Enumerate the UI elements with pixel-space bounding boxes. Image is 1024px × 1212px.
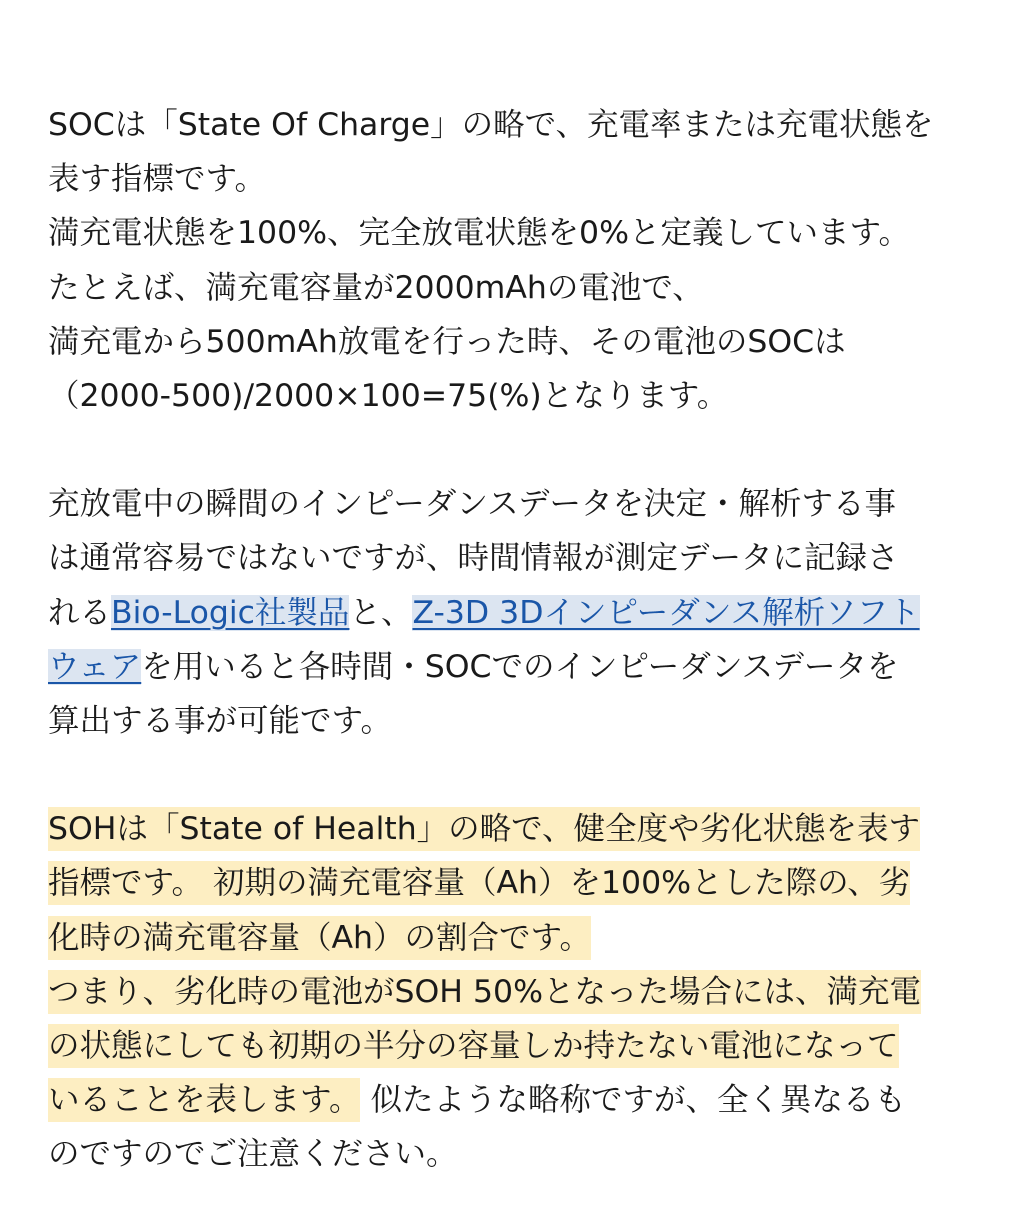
impedance-text: を用いると各時間・SOCでのインピーダンスデータを (141, 648, 899, 685)
soc-line-2: 表す指標です。 (48, 161, 266, 198)
soc-paragraph (48, 98, 978, 423)
soc-line-1: SOCは「State Of Charge」の略で、充電率または充電状態を (48, 107, 934, 143)
impedance-text: れる (48, 594, 112, 631)
soh-line-4 (48, 965, 978, 1019)
highlighted-text: 指標です。 初期の満充電容量（Ah）を100%とした際の、劣 (48, 861, 910, 905)
soh-line-2 (48, 856, 978, 910)
paragraph-spacer (48, 423, 978, 477)
soh-line-6 (48, 1073, 978, 1127)
soh-line-1 (48, 802, 978, 856)
impedance-paragraph (48, 477, 978, 748)
impedance-line-4 (48, 640, 978, 694)
highlighted-text: 化時の満充電容量（Ah）の割合です。 (48, 916, 591, 960)
impedance-line-5: 算出する事が可能です。 (48, 703, 392, 740)
soh-line-3 (48, 911, 978, 965)
impedance-line-1: 充放電中の瞬間のインピーダンスデータを決定・解析する事 (48, 486, 896, 523)
soc-line-4: たとえば、満充電容量が2000mAhの電池で、 (48, 269, 704, 306)
z3d-software-link-continued[interactable]: ウェア (48, 648, 142, 685)
soc-line-3: 満充電状態を100%、完全放電状態を0%と定義しています。 (48, 215, 911, 252)
soh-line-5 (48, 1019, 978, 1073)
article-body (48, 98, 978, 1182)
z3d-software-link[interactable]: Z-3D 3Dインピーダンス解析ソフト (412, 594, 920, 631)
soc-line-6: （2000-500)/2000×100=75(%)となります。 (48, 378, 729, 415)
soh-text: 似たような略称ですが、全く異なるも (360, 1082, 906, 1119)
soc-line-5: 満充電から500mAh放電を行った時、その電池のSOCは (48, 323, 846, 360)
highlighted-text: SOHは「State of Health」の略で、健全度や劣化状態を表す (48, 807, 920, 851)
highlighted-text: いることを表します。 (48, 1078, 360, 1122)
impedance-line-2: は通常容易ではないですが、時間情報が測定データに記録さ (48, 540, 899, 577)
soh-paragraph (48, 802, 978, 1181)
highlighted-text: つまり、劣化時の電池がSOH 50%となった場合には、満充電 (48, 970, 921, 1014)
impedance-text: と、 (349, 594, 413, 631)
bio-logic-products-link[interactable]: Bio-Logic社製品 (111, 594, 350, 631)
highlighted-text: の状態にしても初期の半分の容量しか持たない電池になって (48, 1024, 899, 1068)
paragraph-spacer (48, 748, 978, 802)
impedance-line-3 (48, 586, 978, 640)
soh-line-7: のですのでご注意ください。 (48, 1136, 458, 1173)
